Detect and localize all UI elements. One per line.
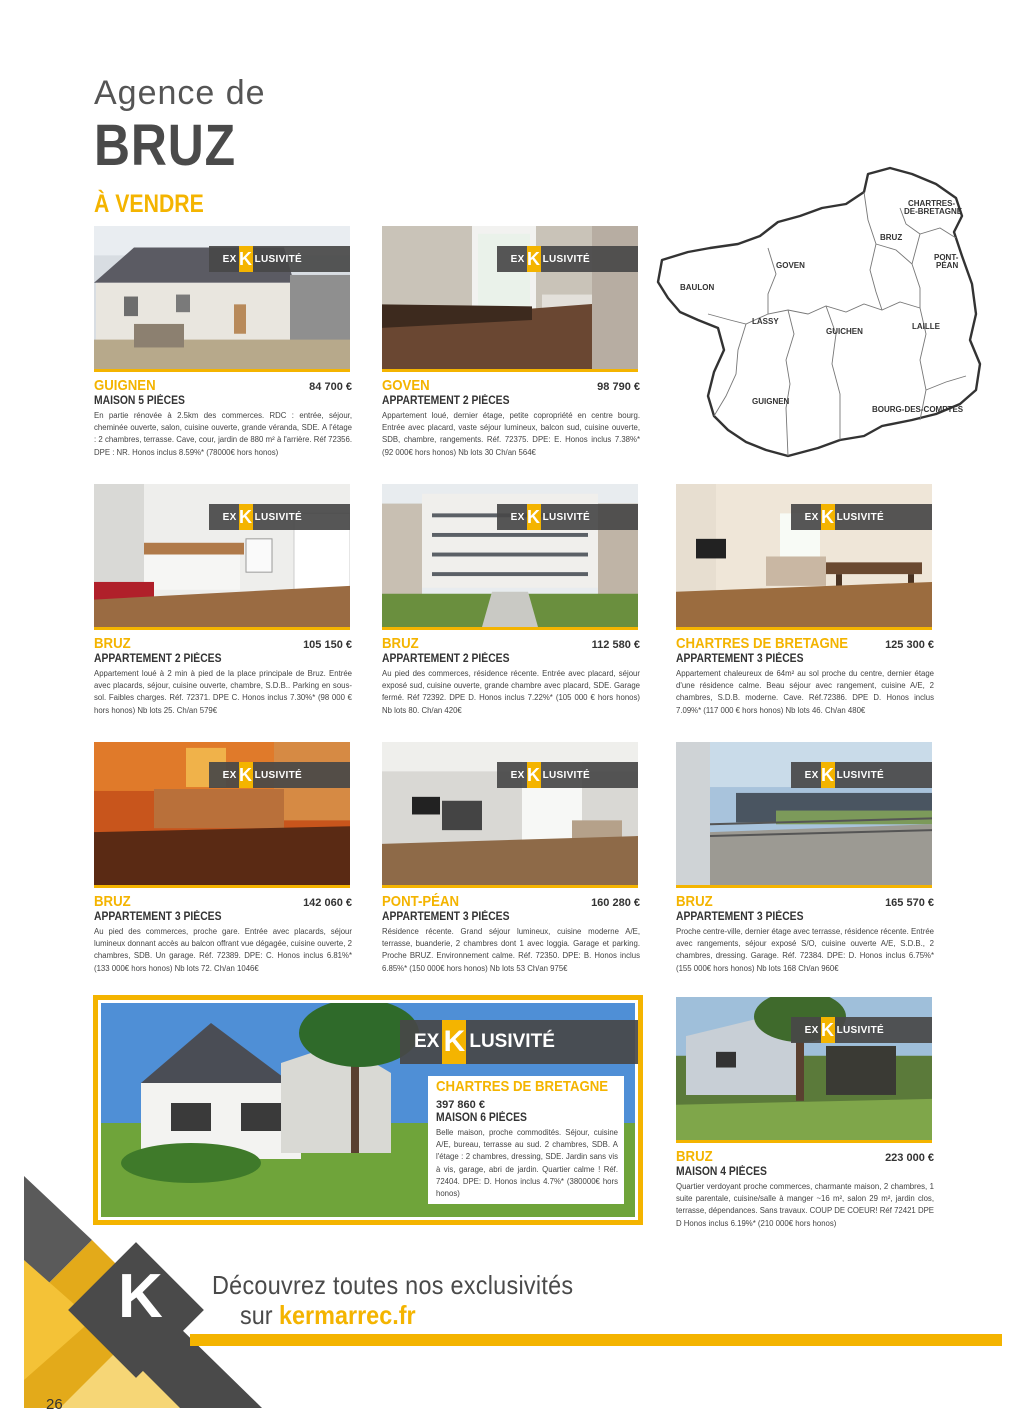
agency-city-title: BRUZ: [94, 113, 236, 178]
listing-description: Appartement loué, dernier étage, petite copropriété en centre bourg. Entrée avec placard, vaste séjour lumineux, balcon sud, cuisine ouverte, SDB, chambre, rangements. Réf. 72375. DPE: E. Honos inclus 7.38%* (92 000€ hors honos) Nb lots 30 Ch/an 564€: [382, 411, 640, 457]
listing-price: 165 570 €: [885, 897, 934, 909]
exclusivite-badge: EX K LUSIVITÉ: [791, 1017, 932, 1043]
promo-website-link[interactable]: kermarrec.fr: [279, 1300, 416, 1330]
listing-photo: [676, 742, 932, 888]
listing-description: En partie rénovée à 2.5km des commerces. RDC : entrée, séjour, cheminée ouverte, salon, cuisine ouverte, grande véranda, SDE. A l'étage : 2 chambres, terrasse. Cave, cour, jardin de 880 m² à l'arrière. Réf 72356. DPE : NR. Honos inclus 8.59%* (78000€ hors honos): [94, 411, 352, 457]
exclusivite-badge: EX K LUSIVITÉ: [791, 762, 932, 788]
listing-price: 125 300 €: [885, 639, 934, 651]
featured-city: CHARTRES DE BRETAGNE: [436, 1078, 609, 1095]
listing-photo: [94, 742, 350, 888]
listing-type: APPARTEMENT 3 PIÈCES: [676, 911, 804, 923]
listing-city: GOVEN: [382, 377, 430, 394]
exclusivite-badge: EX K LUSIVITÉ: [791, 504, 932, 530]
exclusivite-badge: EX K LUSIVITÉ: [497, 246, 638, 272]
listing-description: Appartement chaleureux de 64m² au sol proche du centre, dernier étage d'une résidence calme. Beau séjour avec rangement, cuisine A/E, 2 chambres, S.D.B. moderne. Cave. Réf.72386. DPE D. Honos inclus 7.09%* (117 000 € hors honos) Nb lots 46. Ch/an 480€: [676, 669, 934, 715]
featured-type: MAISON 6 PIÈCES: [436, 1112, 527, 1124]
map-town-pont: PONT-: [934, 253, 959, 262]
map-town-goven: GOVEN: [776, 261, 805, 270]
listing-card[interactable]: [382, 484, 640, 717]
listing-card[interactable]: [382, 226, 640, 459]
listing-type: MAISON 5 PIÈCES: [94, 395, 185, 407]
map-town-bruz: BRUZ: [880, 233, 903, 242]
listing-price: 98 790 €: [597, 381, 640, 393]
listing-photo: [382, 484, 638, 630]
agency-label: Agence de: [94, 74, 266, 112]
listing-card[interactable]: [94, 226, 352, 459]
map-town-laille: LAILLE: [912, 322, 940, 331]
listing-price: 112 580 €: [591, 639, 640, 651]
area-map: [650, 164, 984, 460]
map-town-bourg: BOURG-DES-COMPTES: [872, 405, 964, 414]
listing-type: APPARTEMENT 3 PIÈCES: [676, 653, 804, 665]
map-town-lassy: LASSY: [752, 317, 779, 326]
footer-accent-bar: [190, 1334, 1002, 1346]
listing-description: Au pied des commerces, résidence récente. Entrée avec placard, séjour exposé sud, cuisine ouverte, grande chambre avec placard, SDE. Garage fermé. Réf 72392. DPE D. Honos inclus 7.22%* (105 000 € hors honos) Nb lots 80. Ch/an 420€: [382, 669, 640, 715]
listing-card[interactable]: [676, 484, 934, 717]
map-town-pean: PÉAN: [936, 261, 959, 270]
listing-description: Au pied des commerces, proche gare. Entrée avec placards, séjour lumineux donnant accès au balcon offrant vue dégagée, cuisine ouverte, 2 chambres, SDB. Un garage. Réf. 72389. DPE: C. Honos inclus 6.81%* (133 000€ hors honos) Nb lots 72. Ch/an 1046€: [94, 927, 352, 973]
listing-photo: [676, 484, 932, 630]
logo-k[interactable]: K: [118, 1262, 163, 1331]
exclusivite-badge-large: EX K LUSIVITÉ: [400, 1020, 638, 1064]
featured-text: [428, 1076, 624, 1204]
map-town-baulon: BAULON: [680, 283, 715, 292]
listing-price: 223 000 €: [885, 1152, 934, 1164]
listing-description: Résidence récente. Grand séjour lumineux, cuisine moderne A/E, terrasse, buanderie, 2 chambres dont 1 avec loggia. Garage et parking. Proche BRUZ. Environnement calme. Réf. 72350. DPE: B. Honos inclus 6.85%* (150 000€ hors honos) Nb lots 53 Ch/an 975€: [382, 927, 640, 973]
listing-price: 160 280 €: [591, 897, 640, 909]
listing-photo: [94, 484, 350, 630]
listing-price: 142 060 €: [303, 897, 352, 909]
listing-photo: [94, 226, 350, 372]
listing-photo: [382, 226, 638, 372]
promo-prefix: sur: [240, 1300, 280, 1330]
listing-price: 84 700 €: [309, 381, 352, 393]
listing-card[interactable]: [94, 742, 352, 975]
listing-city: BRUZ: [94, 893, 131, 910]
listing-city: BRUZ: [676, 1148, 713, 1165]
promo-line-2: [240, 1300, 416, 1331]
section-title: À VENDRE: [94, 190, 204, 218]
featured-description: Belle maison, proche commodités. Séjour, cuisine A/E, bureau, terrasse au sud. 2 chambres, SDB. A l'étage : 2 chambres, dressing, SDE. Jardin sans vis à vis, garage, abri de jardin. Quartier calme ! Réf. 72404. DPE: D. Honos inclus 4.7%* (380000€ hors honos): [436, 1128, 618, 1199]
exclusivite-badge: EX K LUSIVITÉ: [209, 762, 350, 788]
listing-description: Quartier verdoyant proche commerces, charmante maison, 2 chambres, 1 suite parentale, cuisine/salle à manger ~16 m², salon 29 m², jardin clos, terrasse, dépendances. Sans travaux. COUP DE COEUR! Réf 72421 DPE D Honos inclus 6.19%* (210 000€ hors honos): [676, 1182, 934, 1228]
exclusivite-badge: EX K LUSIVITÉ: [209, 246, 350, 272]
listing-type: APPARTEMENT 2 PIÈCES: [382, 395, 510, 407]
listing-photo: [676, 997, 932, 1143]
featured-price: 397 860 €: [436, 1099, 485, 1111]
map-town-chartres: CHARTRES-: [908, 199, 956, 208]
exclusivite-badge: EX K LUSIVITÉ: [497, 504, 638, 530]
exclusivite-badge: EX K LUSIVITÉ: [209, 504, 350, 530]
listing-type: APPARTEMENT 3 PIÈCES: [382, 911, 510, 923]
listing-description: Appartement loué à 2 min à pied de la place principale de Bruz. Entrée avec placards, séjour, cuisine ouverte, chambre, S.D.B.. Parking en sous-sol. Faibles charges. Réf. 72371. DPE C. Honos inclus 7.30%* (98 000 € hors honos) Nb lots 25. Ch/an 579€: [94, 669, 352, 715]
promo-line-1: Découvrez toutes nos exclusivités: [212, 1270, 574, 1300]
map-town-chartres-2: DE-BRETAGNE: [904, 207, 963, 216]
listing-city: BRUZ: [94, 635, 131, 652]
map-town-guignen: GUIGNEN: [752, 397, 790, 406]
listing-type: APPARTEMENT 3 PIÈCES: [94, 911, 222, 923]
listing-city: GUIGNEN: [94, 377, 156, 394]
listing-city: PONT-PÉAN: [382, 893, 460, 910]
listing-type: MAISON 4 PIÈCES: [676, 1166, 767, 1178]
exclusivite-badge: EX K LUSIVITÉ: [497, 762, 638, 788]
page-number: 26: [46, 1396, 63, 1413]
listing-card[interactable]: [94, 484, 352, 717]
listing-city: BRUZ: [676, 893, 713, 910]
listing-city: CHARTRES DE BRETAGNE: [676, 635, 849, 652]
listing-card[interactable]: [382, 742, 640, 975]
listing-photo: [382, 742, 638, 888]
listing-type: APPARTEMENT 2 PIÈCES: [382, 653, 510, 665]
listing-description: Proche centre-ville, dernier étage avec terrasse, résidence récente. Entrée avec rangements, séjour exposé S/O, cuisine ouverte A/E, S.D.B., 2 chambres, dressing. Garage. Réf. 72384. DPE: D. Honos inclus 6.75%* (155 000€ hors honos) Nb lots 168 Ch/an 960€: [676, 927, 934, 973]
listing-price: 105 150 €: [303, 639, 352, 651]
listing-city: BRUZ: [382, 635, 419, 652]
map-town-guichen: GUICHEN: [826, 327, 863, 336]
listing-card[interactable]: [676, 997, 934, 1230]
listing-type: APPARTEMENT 2 PIÈCES: [94, 653, 222, 665]
listing-card[interactable]: [676, 742, 934, 975]
